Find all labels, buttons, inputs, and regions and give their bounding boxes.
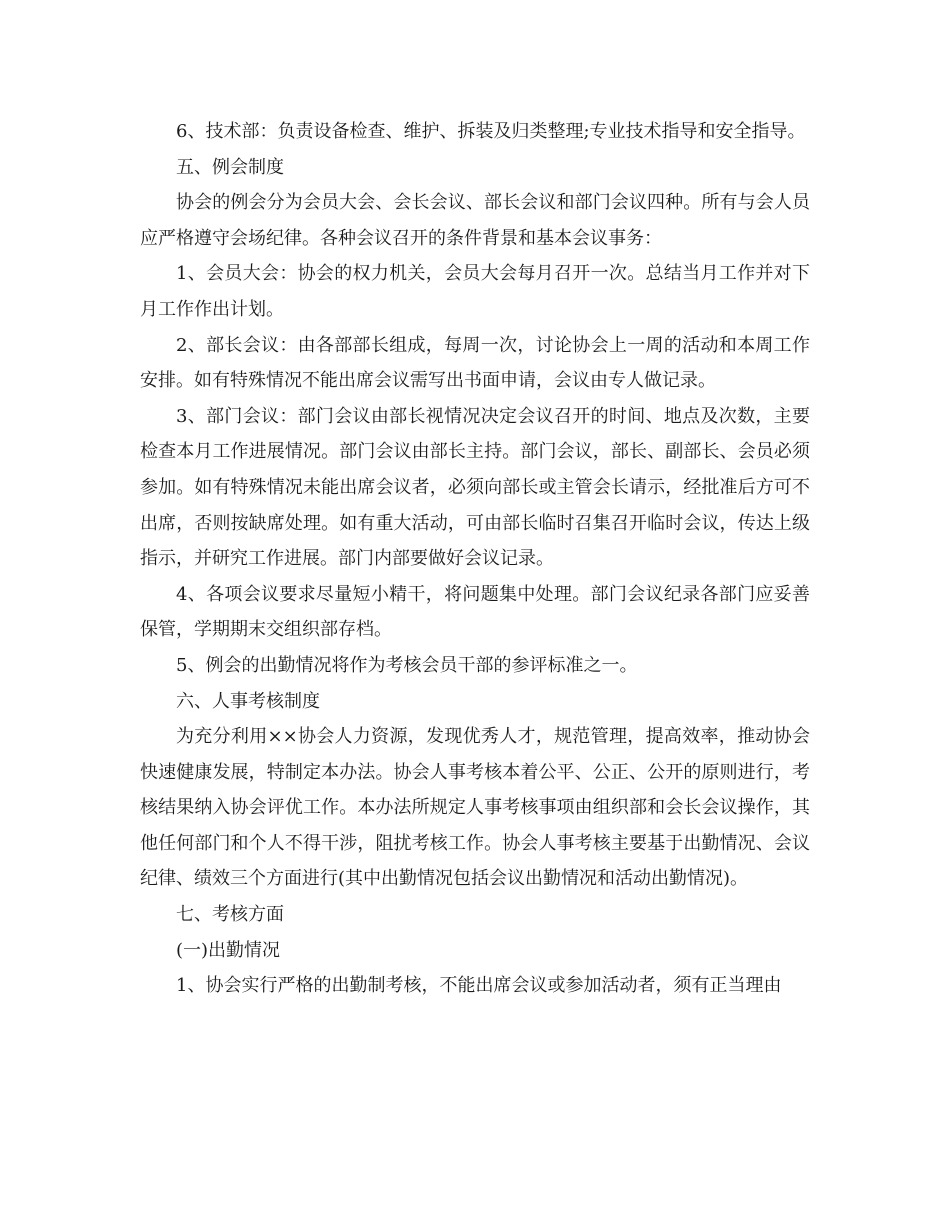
paragraph-attendance-rule: 1、协会实行严格的出勤制考核，不能出席会议或参加活动者，须有正当理由 [176, 975, 782, 997]
paragraph-meeting-requirements: 4、各项会议要求尽量短小精干，将问题集中处理。部门会议纪录各部门应妥善保管，学期期末交组织部存档。 [140, 583, 810, 641]
paragraph-tech-dept: 6、技术部：负责设备检查、维护、拆装及归类整理;专业技术指导和安全指导。 [176, 121, 806, 142]
paragraph-meeting-attendance: 5、例会的出勤情况将作为考核会员干部的参评标准之一。 [176, 654, 638, 676]
paragraph-minister-meeting: 2、部长会议：由各部部长组成，每周一次，讨论协会上一周的活动和本周工作安排。如有特殊情况不能出席会议需写出书面申请，会议由专人做记录。 [140, 334, 810, 392]
heading-meeting-system: 五、例会制度 [176, 156, 284, 178]
document-body [140, 114, 810, 1004]
subheading-attendance: (一)出勤情况 [176, 939, 281, 961]
paragraph-assessment-intro: 为充分利用××协会人力资源，发现优秀人才，规范管理，提高效率，推动协会快速健康发展，特制定本办法。协会人事考核本着公平、公正、公开的原则进行，考核结果纳入协会评优工作。本办法所规定人事考核事项由组织部和会长会议操作，其他任何部门和个人不得干涉，阻扰考核工作。协会人事考核主要基于出勤情况、会议纪律、绩效三个方面进行(其中出勤情况包括会议出勤情况和活动出勤情况)。 [140, 726, 810, 890]
paragraph-meeting-intro: 协会的例会分为会员大会、会长会议、部长会议和部门会议四种。所有与会人员应严格遵守会场纪律。各种会议召开的条件背景和基本会议事务： [140, 192, 810, 249]
paragraph-department-meeting: 3、部门会议：部门会议由部长视情况决定会议召开的时间、地点及次数，主要检查本月工作进展情况。部门会议由部长主持。部门会议，部长、副部长、会员必须参加。如有特殊情况未能出席会议者，必须向部长或主管会长请示，经批准后方可不出席，否则按缺席处理。如有重大活动，可由部长临时召集召开临时会议，传达上级指示，并研究工作进展。部门内部要做好会议记录。 [140, 405, 810, 570]
heading-assessment-aspects: 七、考核方面 [176, 904, 284, 926]
paragraph-member-assembly: 1、会员大会：协会的权力机关，会员大会每月召开一次。总结当月工作并对下月工作作出计划。 [140, 263, 810, 320]
heading-personnel-assessment: 六、人事考核制度 [176, 690, 320, 712]
